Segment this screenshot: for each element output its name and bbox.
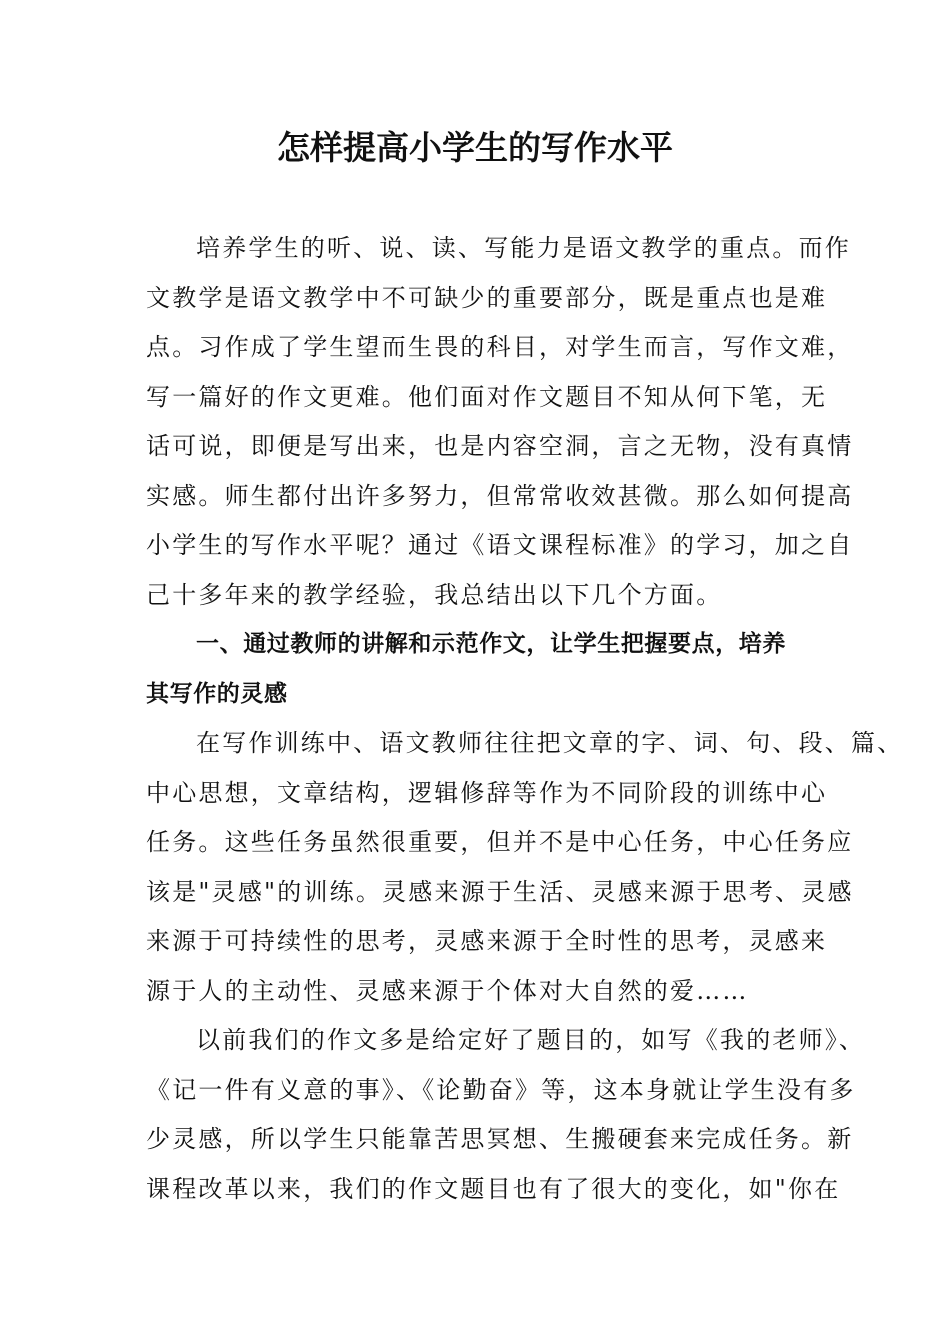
paragraph-line: 写一篇好的作文更难。他们面对作文题目不知从何下笔，无	[146, 382, 828, 411]
paragraph-line: 己十多年来的教学经验，我总结出以下几个方面。	[146, 580, 723, 609]
paragraph-line: 少灵感，所以学生只能靠苦思冥想、生搬硬套来完成任务。新	[146, 1125, 854, 1153]
paragraph-line: 培养学生的听、说、读、写能力是语文教学的重点。而作	[196, 234, 851, 262]
paragraph-line: 实感。师生都付出许多努力，但常常收效甚微。那么如何提高	[146, 481, 854, 510]
document-title: 怎样提高小学生的写作水平	[277, 128, 673, 167]
paragraph-line: 源于人的主动性、灵感来源于个体对大自然的爱……	[146, 976, 749, 1005]
paragraph-line: 《记一件有义意的事》、《论勤奋》等，这本身就让学生没有多	[146, 1075, 856, 1104]
paragraph-line: 任务。这些任务虽然很重要，但并不是中心任务，中心任务应	[146, 828, 854, 856]
paragraph-line: 话可说，即便是写出来，也是内容空洞，言之无物，没有真情	[146, 432, 854, 460]
paragraph-line: 小学生的写作水平呢？通过《语文课程标准》的学习，加之自	[146, 531, 854, 559]
paragraph-line: 课程改革以来，我们的作文题目也有了很大的变化，如"你在	[146, 1174, 841, 1203]
paragraph-line: 中心思想，文章结构，逻辑修辞等作为不同阶段的训练中心	[146, 778, 828, 807]
paragraph-line: 在写作训练中、语文教师往往把文章的字、词、句、段、篇、	[196, 729, 904, 757]
section-heading-line: 其写作的灵感	[146, 680, 288, 707]
paragraph-line: 来源于可持续性的思考，灵感来源于全时性的思考，灵感来	[146, 927, 828, 955]
paragraph-line: 该是"灵感"的训练。灵感来源于生活、灵感来源于思考、灵感	[146, 877, 854, 906]
paragraph-line: 以前我们的作文多是给定好了题目的，如写《我的老师》、	[196, 1026, 866, 1054]
paragraph-line: 点。习作成了学生望而生畏的科目，对学生而言，写作文难，	[146, 333, 854, 361]
paragraph-line: 文教学是语文教学中不可缺少的重要部分，既是重点也是难	[146, 283, 828, 312]
section-heading-line: 一、通过教师的讲解和示范作文，让学生把握要点，培养	[196, 631, 786, 657]
document-body	[146, 224, 904, 1214]
